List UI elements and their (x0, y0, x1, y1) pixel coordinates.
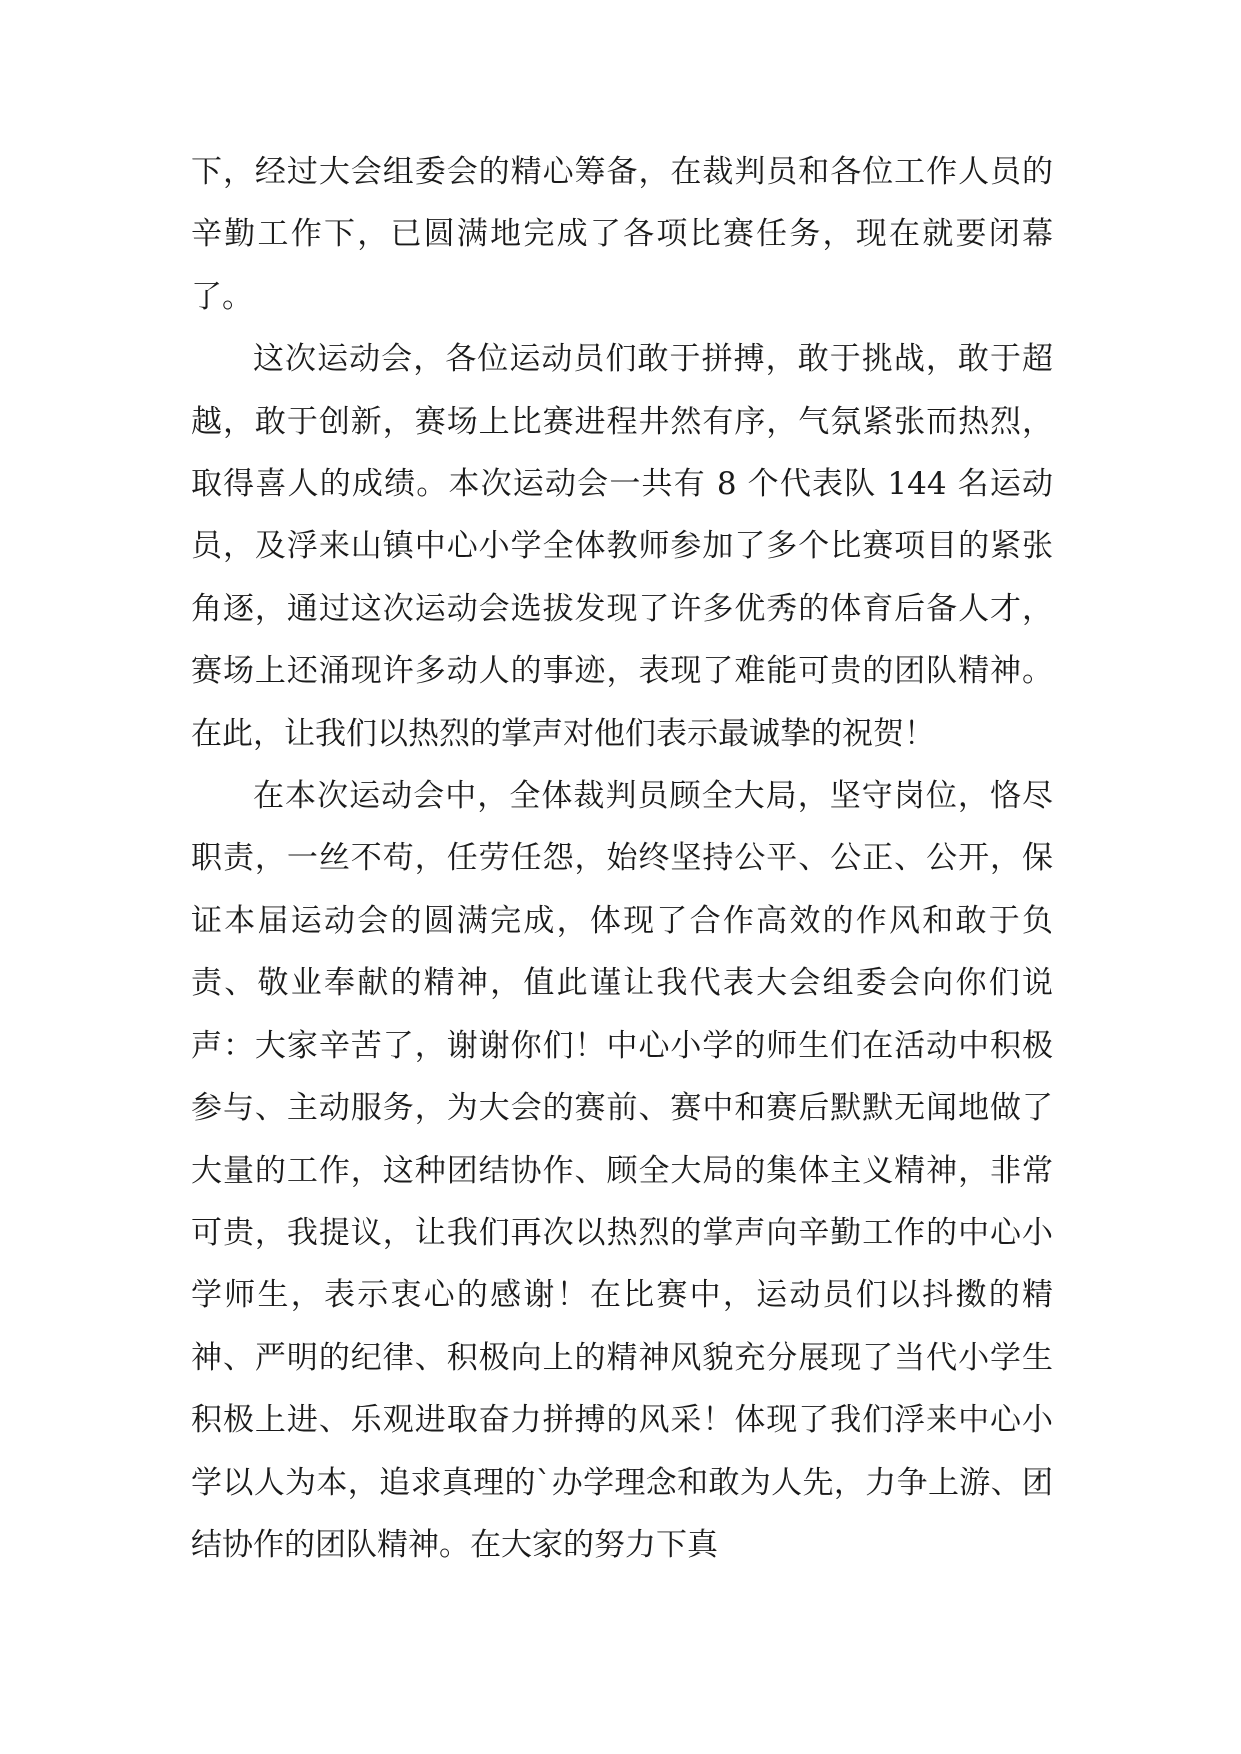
paragraph-1: 下，经过大会组委会的精心筹备，在裁判员和各位工作人员的辛勤工作下，已圆满地完成了各项比赛任务，现在就要闭幕了。 (191, 154, 1053, 315)
paragraph-3: 在本次运动会中，全体裁判员顾全大局，坚守岗位，恪尽职责，一丝不苟，任劳任怨，始终坚持公平、公正、公开，保证本届运动会的圆满完成，体现了合作高效的作风和敢于负责、敬业奉献的精神，值此谨让我代表大会组委会向你们说声：大家辛苦了，谢谢你们！中心小学的师生们在活动中积极参与、主动服务，为大会的赛前、赛中和赛后默默无闻地做了大量的工作，这种团结协作、顾全大局的集体主义精神，非常可贵，我提议，让我们再次以热烈的掌声向辛勤工作的中心小学师生，表示衷心的感谢！在比赛中，运动员们以抖擞的精神、严明的纪律、积极向上的精神风貌充分展现了当代小学生积极上进、乐观进取奋力拼搏的风采！体现了我们浮来中心小学以人为本，追求真理的`办学理念和敢为人先，力争上游、团结协作的团队精神。在大家的努力下真 (191, 778, 1053, 1563)
paragraph-2: 这次运动会，各位运动员们敢于拼搏，敢于挑战，敢于超越，敢于创新，赛场上比赛进程井然有序，气氛紧张而热烈，取得喜人的成绩。本次运动会一共有 8 个代表队 144 名运动员，及浮来山镇中心小学全体教师参加了多个比赛项目的紧张角逐，通过这次运动会选拔发现了许多优秀的体育后备人才，赛场上还涌现许多动人的事迹，表现了难能可贵的团队精神。在此，让我们以热烈的掌声对他们表示最诚挚的祝贺！ (191, 341, 1053, 752)
document-body (191, 141, 1053, 1576)
